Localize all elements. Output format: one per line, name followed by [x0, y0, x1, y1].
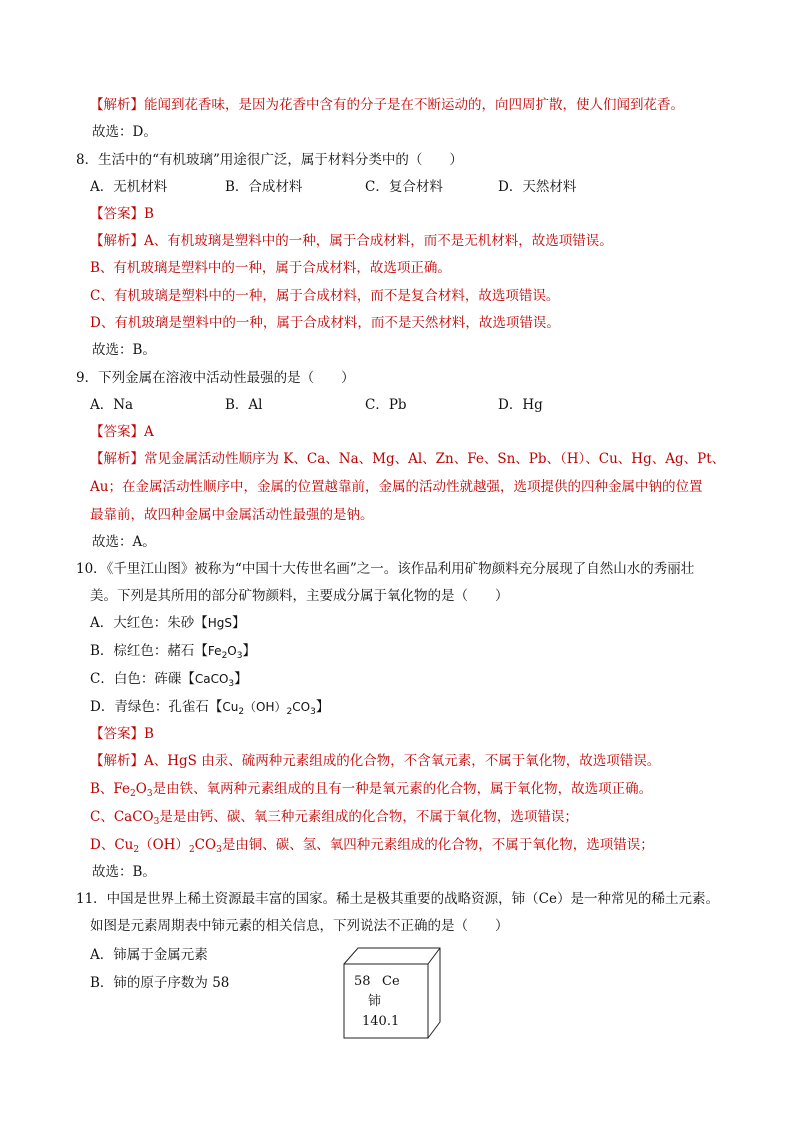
- q8-stem: 8．生活中的“有机玻璃”用途很广泛，属于材料分类中的（ ）: [76, 152, 463, 168]
- q10-option-a-label: A．大红色：朱砂【: [90, 615, 208, 631]
- q10-an-b-s1: 2: [130, 789, 136, 799]
- q9-stem: 9．下列金属在溶液中活动性最强的是（ ）: [76, 370, 355, 386]
- q9-option-a: A．Na: [90, 397, 134, 413]
- q10-b-f2: O: [227, 644, 237, 658]
- q10-choice: 故选：B。: [92, 864, 156, 880]
- q10-an-d-f1: Cu: [114, 837, 134, 853]
- q8-analysis-line-4: D、有机玻璃是塑料中的一种，属于合成材料，而不是天然材料，故选项错误。: [90, 315, 560, 331]
- q9-option-c: C．Pb: [365, 397, 407, 413]
- q10-option-b-label: B．棕红色：赭石【: [90, 643, 208, 659]
- q10-option-c-label: C．白色：砗磲【: [90, 671, 195, 687]
- q10-stem-line-2: 美。下列是其所用的部分矿物颜料，主要成分属于氧化物的是（ ）: [90, 588, 509, 604]
- q8-option-b: B．合成材料: [225, 179, 303, 195]
- element-mass: 140.1: [362, 1014, 400, 1029]
- q10-option-c: [90, 670, 248, 688]
- q10-option-d-close: 】: [315, 699, 330, 715]
- q10-analysis-line-b: [90, 780, 652, 798]
- q10-option-d: [90, 698, 329, 716]
- q10-option-a: [90, 614, 246, 632]
- q10-b-s2: 3: [236, 651, 243, 661]
- q9-option-b: B．Al: [225, 397, 263, 413]
- q9-choice: 故选：A。: [92, 534, 156, 550]
- q10-option-d-label: D．青绿色：孔雀石【: [90, 699, 223, 715]
- q10-d-s3: 3: [310, 707, 316, 717]
- q10-option-d-formula: [222, 700, 316, 717]
- q10-option-b: [90, 642, 256, 660]
- q10-d-s1: 2: [238, 707, 245, 717]
- q10-an-c-f1: CaCO: [113, 809, 154, 825]
- q9-option-d: D．Hg: [498, 397, 543, 413]
- q10-an-b-pre: B、: [90, 781, 114, 797]
- q10-c-s1: 3: [228, 679, 235, 689]
- q10-option-a-formula: HgS: [207, 616, 233, 630]
- q10-an-b-f2: O: [135, 781, 147, 797]
- q8-choice: 故选：B。: [92, 342, 156, 358]
- q11-stem-line-2: 如图是元素周期表中铈元素的相关信息，下列说法不正确的是（ ）: [90, 918, 509, 934]
- q8-option-c: C．复合材料: [365, 179, 443, 195]
- q10-an-c-s1: 3: [153, 817, 160, 827]
- q9-analysis-line-2: Au；在金属活动性顺序中，金属的位置越靠前，金属的活动性就越强，选项提供的四种金属中钠的位置: [90, 479, 703, 495]
- q7-analysis-text: 能闻到花香味，是因为花香中含有的分子是在不断运动的，向四周扩散，使人们闻到花香。: [144, 97, 684, 113]
- q8-answer: 【答案】B: [90, 206, 154, 222]
- q10-analysis-line-c: [90, 808, 578, 826]
- q10-option-c-formula: [194, 672, 235, 689]
- q10-d-f1: Cu: [222, 700, 239, 714]
- q10-an-d-f3: CO: [194, 837, 217, 853]
- q10-an-d-s1: 2: [133, 845, 140, 855]
- q10-analysis-tag: 【解析】: [90, 753, 144, 769]
- q10-b-s1: 2: [221, 651, 228, 661]
- q10-option-b-close: 】: [242, 643, 256, 659]
- q10-option-c-close: 】: [234, 671, 248, 687]
- q10-option-a-close: 】: [232, 615, 246, 631]
- q10-option-b-formula: [207, 644, 243, 661]
- q10-an-b-post: 是由铁、氧两种元素组成的且有一种是氧元素的化合物，属于氧化物，故选项正确。: [152, 781, 653, 797]
- q10-d-f3: CO: [292, 700, 311, 714]
- q8-analysis-line-2: B、有机玻璃是塑料中的一种，属于合成材料，故选项正确。: [90, 260, 451, 276]
- element-symbol: Ce: [382, 974, 400, 989]
- q11-option-b: B．铈的原子序数为 58: [90, 975, 230, 991]
- q7-analysis-tag: 【解析】: [90, 97, 144, 113]
- q10-an-d-post: 是由铜、碳、氢、氧四种元素组成的化合物，不属于氧化物，选项错误；: [221, 837, 654, 853]
- q11-option-a: A．铈属于金属元素: [90, 947, 208, 963]
- q9-analysis-text-1: 常见金属活动性顺序为 K、Ca、Na、Mg、Al、Zn、Fe、Sn、Pb、（H）、Cu、Hg、Ag、Pt、: [144, 451, 726, 467]
- q8-analysis-line-1: [90, 232, 613, 250]
- q10-answer: 【答案】B: [90, 726, 154, 742]
- q11-stem-line-1: 11．中国是世界上稀土资源最丰富的国家。稀土是极其重要的战略资源，铈（Ce）是一种常见的稀土元素。: [76, 891, 719, 907]
- q10-an-c-pre: C、: [90, 809, 114, 825]
- q10-analysis-line-d: [90, 836, 654, 854]
- q8-analysis-text-1: A、有机玻璃是塑料中的一种，属于合成材料，而不是无机材料，故选项错误。: [144, 233, 613, 249]
- q8-analysis-line-3: C、有机玻璃是塑料中的一种，属于合成材料，而不是复合材料，故选项错误。: [90, 288, 560, 304]
- q9-analysis-tag: 【解析】: [90, 451, 144, 467]
- q9-analysis-line-3: 最靠前，故四种金属中金属活动性最强的是钠。: [90, 507, 374, 523]
- q7-choice: 故选：D。: [92, 124, 157, 140]
- q8-option-a: A．无机材料: [90, 179, 168, 195]
- element-cell-figure: [332, 942, 442, 1042]
- q8-analysis-tag: 【解析】: [90, 233, 144, 249]
- q10-c-f1: CaCO: [194, 672, 229, 686]
- q10-an-d-pre: D、: [90, 837, 115, 853]
- q9-answer: 【答案】A: [90, 424, 154, 440]
- q10-stem-line-1: 10．《千里江山图》被称为“中国十大传世名画”之一。该作品利用矿物颜料充分展现了自然山水的秀丽壮: [76, 561, 695, 577]
- q10-an-d-f2: （OH）: [139, 837, 189, 853]
- q10-analysis-line-a: [90, 752, 660, 770]
- q8-option-d: D．天然材料: [498, 179, 577, 195]
- q9-analysis-line-1: [90, 450, 725, 468]
- q10-an-d-s2: 2: [188, 845, 195, 855]
- q7-analysis: [90, 96, 684, 114]
- q10-d-s2: 2: [286, 707, 293, 717]
- element-number: 58: [354, 974, 371, 989]
- q10-an-b-s2: 3: [146, 789, 153, 799]
- q10-analysis-text-a: A、HgS 由汞、硫两种元素组成的化合物，不含氧元素，不属于氧化物，故选项错误。: [144, 753, 661, 769]
- q10-d-f2: （OH）: [244, 700, 287, 714]
- q10-an-d-s3: 3: [216, 845, 222, 855]
- q10-an-b-f1: Fe: [113, 781, 131, 797]
- q10-b-f1: Fe: [207, 644, 222, 658]
- q10-an-c-post: 是是由钙、碳、氧三种元素组成的化合物，不属于氧化物，选项错误；: [159, 809, 578, 825]
- element-name: 铈: [368, 994, 382, 1009]
